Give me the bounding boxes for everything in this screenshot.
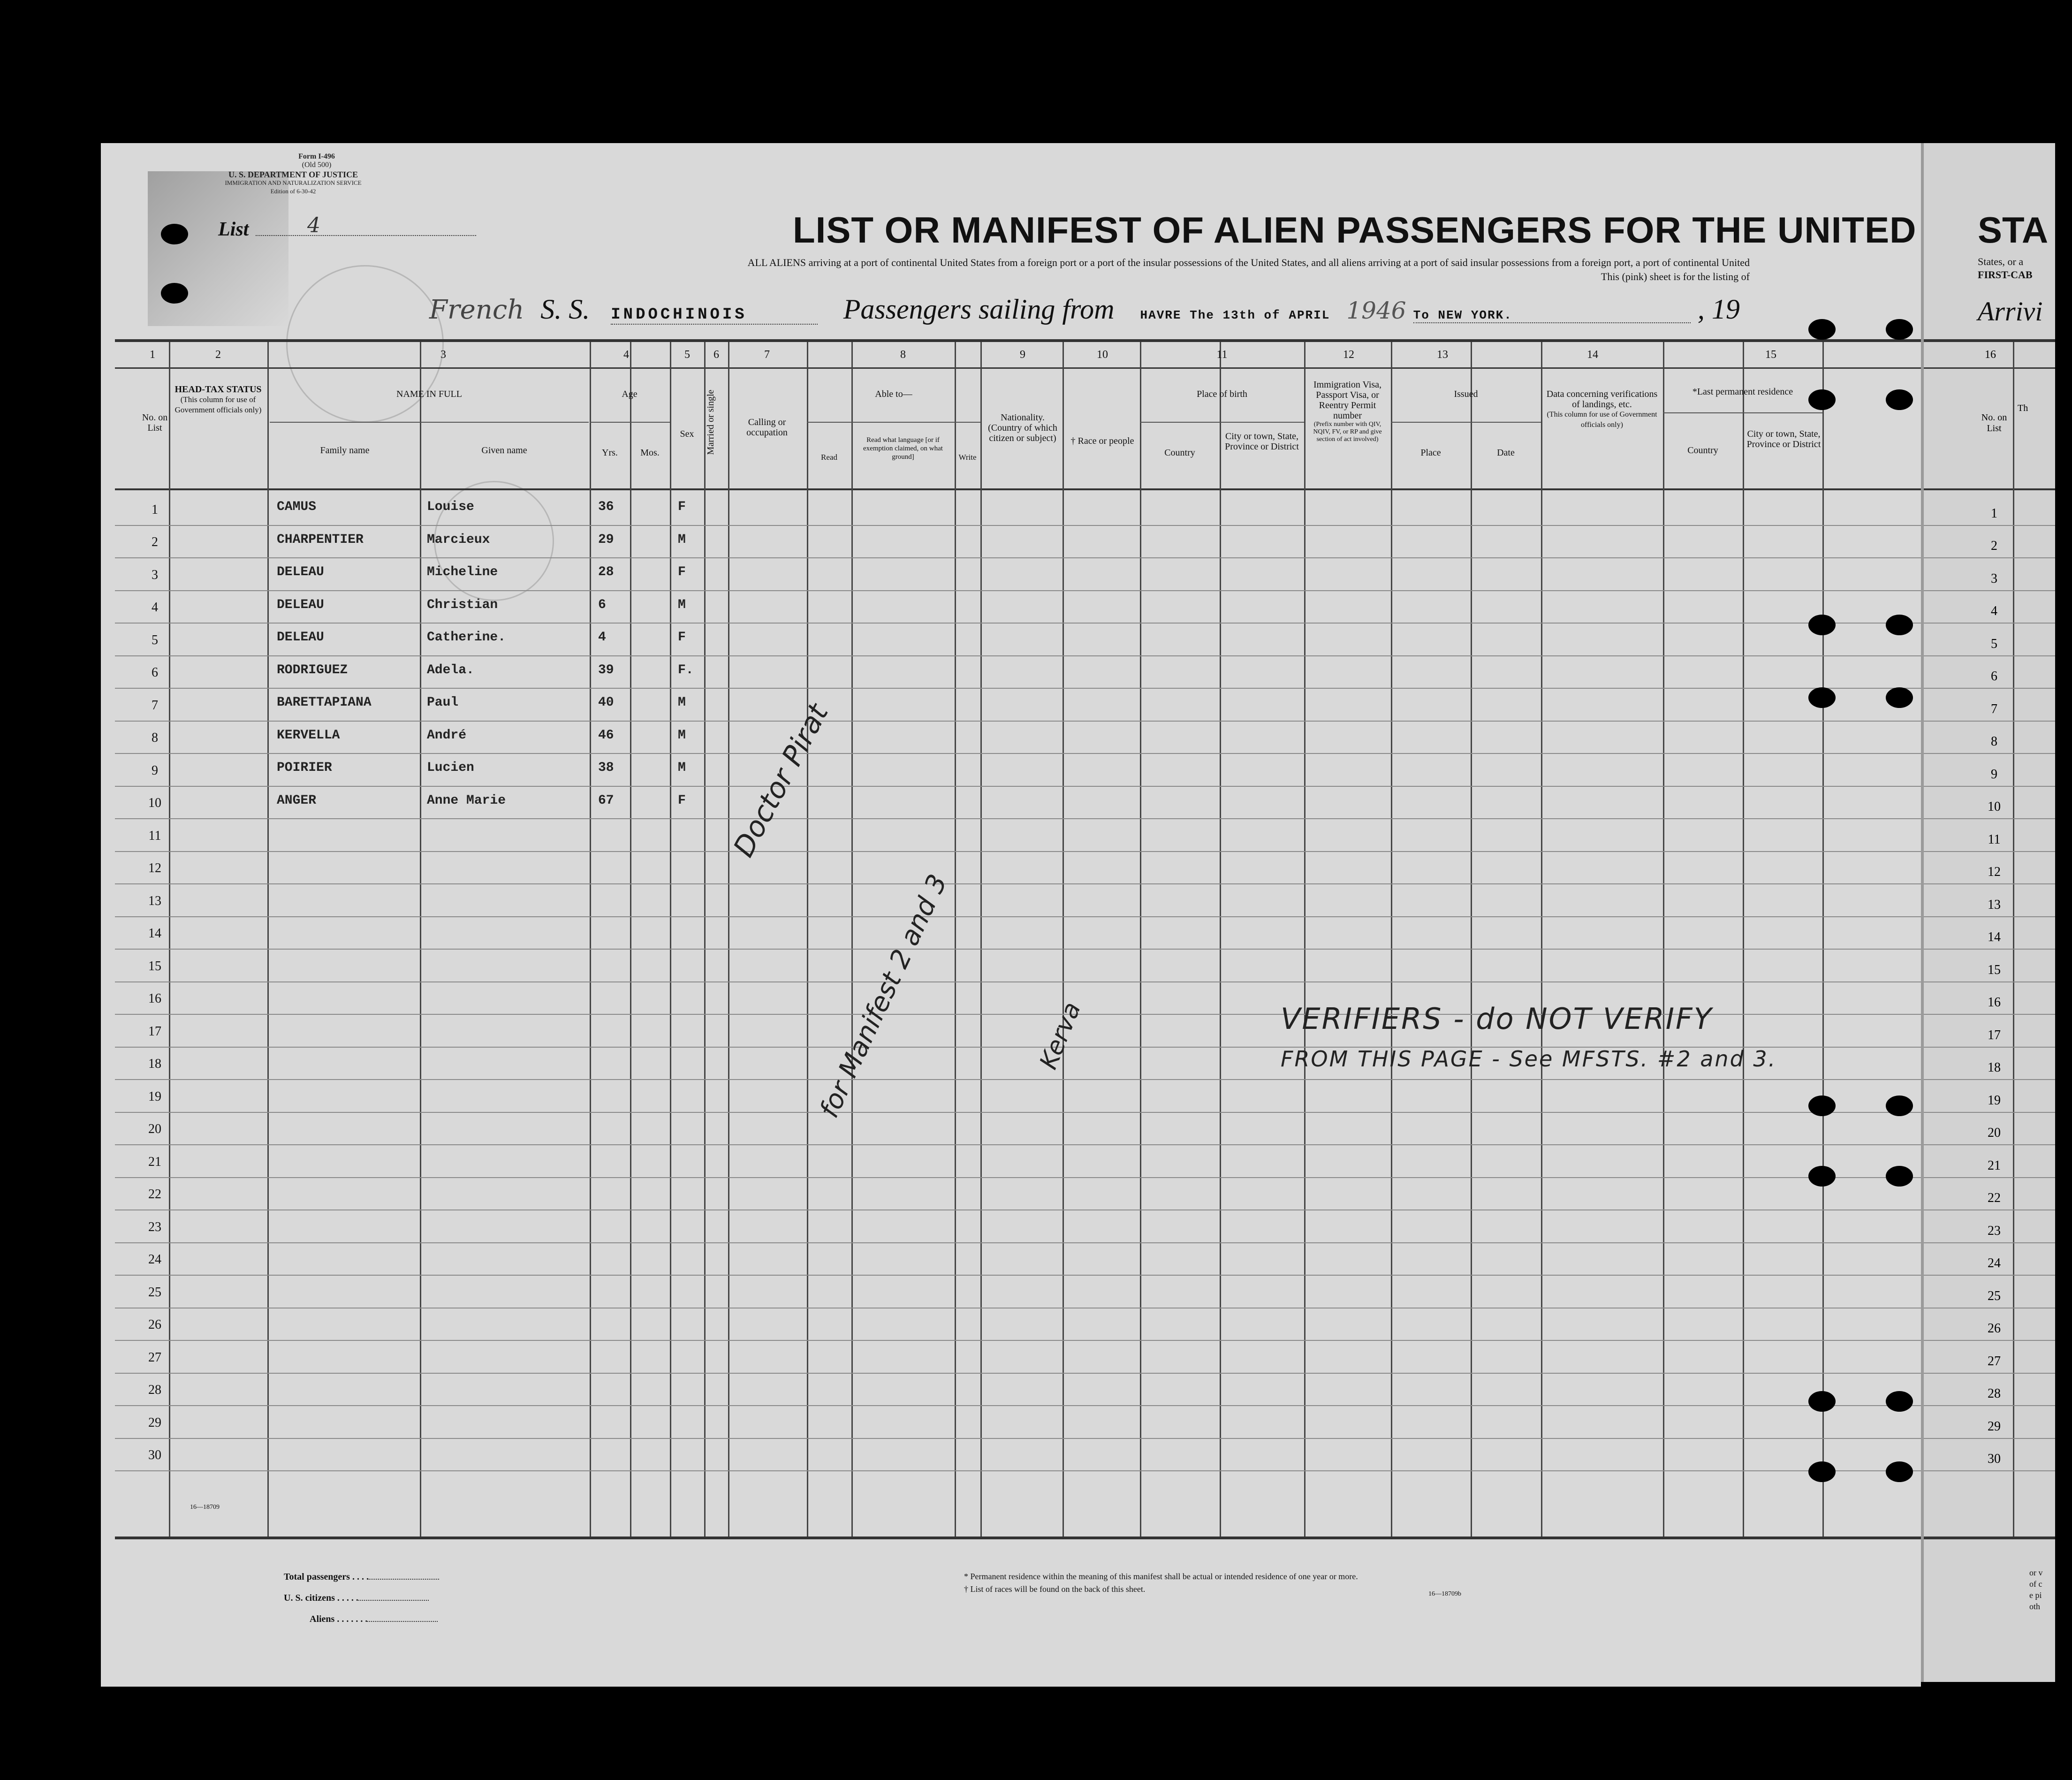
row-line bbox=[115, 1112, 1921, 1113]
row-number: 30 bbox=[148, 1448, 161, 1462]
sailing-year: 1946 bbox=[1346, 297, 1406, 324]
passenger-sex: M bbox=[678, 695, 686, 710]
col-num-6: 6 bbox=[713, 349, 719, 361]
hdr-calling: Calling or occupation bbox=[746, 417, 788, 438]
row-line bbox=[115, 1079, 1921, 1080]
row-line bbox=[1924, 981, 2055, 982]
col-num-14: 14 bbox=[1587, 349, 1598, 361]
page-title: LIST OR MANIFEST OF ALIEN PASSENGERS FOR THE UNITED bbox=[793, 209, 1917, 251]
us-citizens: U. S. citizens . . . . . bbox=[284, 1593, 429, 1604]
row-line bbox=[115, 557, 1921, 558]
department-header: U. S. DEPARTMENT OF JUSTICE IMMIGRATION AND NATURALIZATION SERVICE Edition of 6-30-42 bbox=[225, 170, 362, 195]
passenger-given-name: Christian bbox=[427, 597, 498, 612]
row-line bbox=[115, 590, 1921, 591]
row-number: 1 bbox=[152, 502, 158, 517]
row-line bbox=[115, 1242, 1921, 1243]
row-number: 16 bbox=[1988, 995, 2001, 1010]
passenger-sex: F bbox=[678, 565, 686, 579]
vessel-flag: French bbox=[429, 295, 524, 325]
row-number: 7 bbox=[152, 698, 158, 713]
row-number: 25 bbox=[1988, 1288, 2001, 1303]
row-number: 11 bbox=[1988, 832, 2001, 847]
year-label: , 19 bbox=[1697, 294, 1740, 325]
row-line bbox=[115, 1470, 1921, 1471]
next-page-title: STA bbox=[1978, 209, 2049, 251]
row-number: 30 bbox=[1988, 1452, 2001, 1466]
row-number: 27 bbox=[148, 1350, 161, 1365]
page-subtitle: ALL ALIENS arriving at a port of continental United States from a foreign port or a port of the insular possessions of the United States, and all aliens arriving at a port of said insular possessions from a foreign port, a port of continental United This (pink) sheet is for the listing of bbox=[747, 257, 1750, 282]
hdr-mos: Mos. bbox=[640, 448, 660, 458]
row-line bbox=[1924, 1242, 2055, 1243]
next-page-table bbox=[1924, 339, 2055, 1539]
hdr-visa: Immigration Visa, Passport Visa, or Reentry Permit number (Prefix number with QIV, NQIV, FV, or RP and give section of act involved) bbox=[1313, 380, 1382, 443]
ss-label: S. S. bbox=[540, 294, 590, 325]
aliens-count: Aliens . . . . . . . bbox=[310, 1614, 438, 1625]
hdr-residence-country: Country bbox=[1687, 445, 1718, 456]
passenger-age: 46 bbox=[598, 728, 614, 743]
row-line bbox=[1924, 623, 2055, 624]
hdr-read-language: Read what language [or if exemption claimed, on what ground] bbox=[863, 436, 943, 461]
punch-hole bbox=[1886, 1391, 1913, 1412]
row-number: 20 bbox=[148, 1122, 161, 1136]
passenger-family-name: CAMUS bbox=[277, 500, 317, 514]
punch-hole bbox=[1808, 687, 1836, 708]
row-line bbox=[1924, 1340, 2055, 1341]
row-number: 17 bbox=[1988, 1027, 2001, 1042]
passenger-given-name: Adela. bbox=[427, 662, 474, 677]
row-number: 2 bbox=[1991, 539, 1997, 553]
hdr-married: Married or single bbox=[706, 389, 716, 455]
row-line bbox=[115, 623, 1921, 624]
next-page-col-num: 16 bbox=[1985, 349, 1996, 361]
row-number: 18 bbox=[148, 1057, 161, 1071]
punch-hole bbox=[1886, 1461, 1913, 1482]
passenger-given-name: Anne Marie bbox=[427, 793, 506, 808]
row-number: 13 bbox=[148, 893, 161, 908]
row-number: 23 bbox=[1988, 1223, 2001, 1238]
handwritten-signature: Kerva bbox=[1034, 998, 1087, 1073]
row-number: 8 bbox=[152, 730, 158, 745]
row-number: 21 bbox=[148, 1154, 161, 1169]
passenger-sex: M bbox=[678, 597, 686, 612]
passenger-family-name: RODRIGUEZ bbox=[277, 662, 348, 677]
hdr-place-of-birth: Place of birth bbox=[1197, 389, 1247, 399]
sailing-label: Passengers sailing from bbox=[843, 294, 1115, 325]
punch-hole bbox=[1808, 319, 1836, 340]
passenger-sex: F bbox=[678, 793, 686, 808]
row-line bbox=[1924, 786, 2055, 787]
row-number: 14 bbox=[148, 926, 161, 941]
row-line bbox=[115, 1438, 1921, 1439]
hdr-yrs: Yrs. bbox=[602, 448, 618, 458]
row-number: 18 bbox=[1988, 1060, 2001, 1075]
row-number: 26 bbox=[148, 1317, 161, 1332]
row-number: 20 bbox=[1988, 1126, 2001, 1140]
manifest-sheet bbox=[101, 143, 1921, 1687]
row-line bbox=[1924, 1405, 2055, 1406]
verifiers-note-line1: VERIFIERS - do NOT VERIFY bbox=[1281, 1002, 1713, 1036]
passenger-sex: M bbox=[678, 761, 686, 775]
row-number: 8 bbox=[1991, 734, 1997, 749]
next-page-sub2: FIRST-CAB bbox=[1978, 269, 2033, 281]
passenger-sex: F bbox=[678, 500, 686, 514]
passenger-family-name: BARETTAPIANA bbox=[277, 695, 372, 710]
row-number: 24 bbox=[1988, 1256, 2001, 1270]
passenger-age: 6 bbox=[598, 597, 606, 612]
row-number: 21 bbox=[1988, 1158, 2001, 1173]
passenger-sex: F. bbox=[678, 662, 694, 677]
passenger-age: 40 bbox=[598, 695, 614, 710]
col-num-9: 9 bbox=[1020, 349, 1025, 361]
row-line bbox=[1924, 557, 2055, 558]
passenger-sex: M bbox=[678, 532, 686, 547]
col-num-2: 2 bbox=[215, 349, 221, 361]
form-code-bottom: 16—18709 bbox=[190, 1504, 220, 1511]
row-line bbox=[115, 851, 1921, 852]
next-page-fragment bbox=[1921, 143, 2055, 1682]
hdr-birth-city: City or town, State, Province or District bbox=[1225, 431, 1299, 452]
col-num-10: 10 bbox=[1097, 349, 1108, 361]
row-line bbox=[1924, 655, 2055, 656]
row-line bbox=[1924, 883, 2055, 884]
hdr-race: † Race or people bbox=[1070, 436, 1134, 446]
row-line bbox=[1924, 1373, 2055, 1374]
row-number: 10 bbox=[1988, 799, 2001, 814]
handwritten-manifest-note: for Manifest 2 and 3 bbox=[814, 870, 954, 1123]
row-line bbox=[1924, 688, 2055, 689]
hdr-issued-date: Date bbox=[1497, 448, 1515, 458]
row-number: 24 bbox=[148, 1252, 161, 1267]
col-num-4: 4 bbox=[623, 349, 629, 361]
row-number: 4 bbox=[152, 600, 158, 615]
row-number: 22 bbox=[1988, 1191, 2001, 1205]
passenger-given-name: Marcieux bbox=[427, 532, 490, 547]
punch-hole bbox=[1886, 389, 1913, 410]
punch-hole bbox=[161, 283, 188, 304]
row-line bbox=[1924, 1275, 2055, 1276]
verifiers-note-line2: FROM THIS PAGE - See MFSTS. #2 and 3. bbox=[1281, 1046, 1777, 1072]
row-line bbox=[1924, 1047, 2055, 1048]
row-line bbox=[115, 981, 1921, 982]
row-line bbox=[115, 1144, 1921, 1145]
row-number: 1 bbox=[1991, 506, 1997, 521]
row-number: 2 bbox=[152, 535, 158, 549]
row-number: 12 bbox=[148, 861, 161, 875]
punch-hole bbox=[1808, 1461, 1836, 1482]
footnote-residence: * Permanent residence within the meaning of this manifest shall be actual or intended residence of one year or more. bbox=[964, 1572, 1358, 1581]
row-line bbox=[115, 1373, 1921, 1374]
col-num-12: 12 bbox=[1343, 349, 1354, 361]
punch-hole bbox=[1886, 1166, 1913, 1187]
passenger-family-name: ANGER bbox=[277, 793, 317, 808]
row-number: 15 bbox=[1988, 962, 2001, 977]
row-line bbox=[1924, 851, 2055, 852]
row-line bbox=[1924, 1014, 2055, 1015]
passenger-given-name: Paul bbox=[427, 695, 459, 710]
row-number: 11 bbox=[148, 828, 161, 843]
total-passengers: Total passengers . . . . bbox=[284, 1572, 439, 1582]
hdr-birth-country: Country bbox=[1164, 448, 1195, 458]
vessel-line bbox=[429, 293, 1740, 326]
punch-hole bbox=[1886, 687, 1913, 708]
next-page-col-th: Th bbox=[2018, 403, 2028, 413]
row-number: 6 bbox=[1991, 669, 1997, 684]
hdr-residence-city: City or town, State, Province or District bbox=[1746, 429, 1821, 449]
row-number: 29 bbox=[1988, 1419, 2001, 1434]
row-line bbox=[1924, 1079, 2055, 1080]
row-line bbox=[1924, 949, 2055, 950]
form-number: Form I-496 (Old 500) bbox=[298, 152, 335, 169]
form-code-footer: 16—18709b bbox=[1428, 1590, 1461, 1597]
passenger-family-name: KERVELLA bbox=[277, 728, 340, 743]
row-line bbox=[1924, 916, 2055, 917]
punch-hole bbox=[1808, 1166, 1836, 1187]
row-number: 28 bbox=[148, 1383, 161, 1397]
row-number: 9 bbox=[152, 763, 158, 778]
hdr-age: Age bbox=[622, 389, 638, 399]
row-line bbox=[1924, 1209, 2055, 1210]
list-underline bbox=[256, 235, 476, 236]
row-line bbox=[115, 1177, 1921, 1178]
passenger-given-name: Louise bbox=[427, 500, 474, 514]
passenger-given-name: André bbox=[427, 728, 467, 743]
passenger-family-name: DELEAU bbox=[277, 565, 324, 579]
passenger-family-name: CHARPENTIER bbox=[277, 532, 364, 547]
row-line bbox=[115, 525, 1921, 526]
footnote-races: † List of races will be found on the back of this sheet. bbox=[964, 1584, 1146, 1594]
next-page-footer: or v of c e pi oth bbox=[2029, 1568, 2043, 1611]
punch-hole bbox=[1808, 1095, 1836, 1116]
punch-hole bbox=[1808, 389, 1836, 410]
row-number: 3 bbox=[1991, 571, 1997, 586]
row-number: 16 bbox=[148, 991, 161, 1006]
row-line bbox=[115, 883, 1921, 884]
hdr-family-name: Family name bbox=[320, 445, 370, 456]
punch-hole bbox=[1886, 1095, 1913, 1116]
row-number: 5 bbox=[1991, 636, 1997, 651]
row-line bbox=[1924, 1112, 2055, 1113]
passenger-family-name: DELEAU bbox=[277, 597, 324, 612]
sailing-to: To NEW YORK. bbox=[1413, 308, 1691, 323]
passenger-given-name: Micheline bbox=[427, 565, 498, 579]
row-line bbox=[115, 949, 1921, 950]
row-number: 12 bbox=[1988, 865, 2001, 879]
col-num-11: 11 bbox=[1216, 349, 1228, 361]
passenger-age: 28 bbox=[598, 565, 614, 579]
row-number: 9 bbox=[1991, 767, 1997, 782]
row-line bbox=[115, 1405, 1921, 1406]
col-num-7: 7 bbox=[764, 349, 770, 361]
row-line bbox=[1924, 753, 2055, 754]
row-number: 22 bbox=[148, 1187, 161, 1202]
punch-hole bbox=[1886, 319, 1913, 340]
list-number: 4 bbox=[307, 213, 320, 237]
hdr-last-residence: *Last permanent residence bbox=[1692, 387, 1793, 397]
handwritten-doctor-note: Doctor Pirat bbox=[727, 699, 835, 862]
row-line bbox=[115, 753, 1921, 754]
punch-hole bbox=[1886, 615, 1913, 635]
hdr-head-tax: HEAD-TAX STATUS (This column for use of Government officials only) bbox=[175, 384, 262, 414]
row-line bbox=[115, 1275, 1921, 1276]
row-line bbox=[1924, 721, 2055, 722]
row-number: 6 bbox=[152, 665, 158, 680]
passenger-age: 39 bbox=[598, 662, 614, 677]
row-number: 27 bbox=[1988, 1354, 2001, 1369]
passenger-age: 38 bbox=[598, 761, 614, 775]
row-line bbox=[115, 1209, 1921, 1210]
col-num-1: 1 bbox=[150, 349, 155, 361]
row-line bbox=[1924, 818, 2055, 819]
passenger-sex: M bbox=[678, 728, 686, 743]
sailing-from: HAVRE The 13th of APRIL bbox=[1140, 308, 1330, 322]
hdr-nationality: Nationality. (Country of which citizen or subject) bbox=[988, 412, 1057, 443]
row-number: 7 bbox=[1991, 701, 1997, 716]
hdr-issued-place: Place bbox=[1420, 448, 1441, 458]
passenger-family-name: DELEAU bbox=[277, 630, 324, 645]
row-number: 13 bbox=[1988, 897, 2001, 912]
hdr-able-to: Able to— bbox=[875, 389, 912, 399]
row-line bbox=[1924, 1438, 2055, 1439]
hdr-given-name: Given name bbox=[481, 445, 527, 456]
manifest-table bbox=[115, 339, 1921, 1539]
row-line bbox=[115, 655, 1921, 656]
list-label: List bbox=[218, 219, 249, 240]
next-page-sub1: States, or a bbox=[1978, 256, 2024, 267]
row-number: 4 bbox=[1991, 604, 1997, 618]
col-num-5: 5 bbox=[684, 349, 690, 361]
hdr-write: Write bbox=[958, 453, 977, 462]
row-line bbox=[115, 688, 1921, 689]
hdr-verifications: Data concerning verifications of landings, etc. (This column for use of Government officials only) bbox=[1546, 389, 1658, 429]
row-number: 29 bbox=[148, 1415, 161, 1430]
passenger-age: 67 bbox=[598, 793, 614, 808]
hdr-read: Read bbox=[821, 453, 837, 462]
row-number: 15 bbox=[148, 958, 161, 974]
row-line bbox=[115, 721, 1921, 722]
passenger-age: 36 bbox=[598, 500, 614, 514]
row-number: 19 bbox=[1988, 1093, 2001, 1108]
row-number: 3 bbox=[152, 567, 158, 582]
hdr-issued: Issued bbox=[1454, 389, 1478, 399]
col-num-8: 8 bbox=[900, 349, 906, 361]
punch-hole bbox=[161, 224, 188, 244]
row-line bbox=[1924, 590, 2055, 591]
vessel-name: INDOCHINOIS bbox=[611, 306, 817, 325]
row-number: 17 bbox=[148, 1024, 161, 1039]
row-number: 10 bbox=[148, 796, 161, 810]
row-line bbox=[1924, 1177, 2055, 1178]
row-line bbox=[115, 818, 1921, 819]
hdr-name-in-full: NAME IN FULL bbox=[396, 389, 462, 399]
passenger-given-name: Catherine. bbox=[427, 630, 506, 645]
row-number: 28 bbox=[1988, 1386, 2001, 1401]
hdr-sex: Sex bbox=[680, 429, 694, 439]
row-line bbox=[1924, 1470, 2055, 1471]
row-number: 23 bbox=[148, 1219, 161, 1234]
row-number: 26 bbox=[1988, 1321, 2001, 1336]
passenger-age: 29 bbox=[598, 532, 614, 547]
row-line bbox=[1924, 1144, 2055, 1145]
punch-hole bbox=[1808, 615, 1836, 635]
row-line bbox=[115, 916, 1921, 917]
passenger-age: 4 bbox=[598, 630, 606, 645]
passenger-given-name: Lucien bbox=[427, 761, 474, 775]
col-num-3: 3 bbox=[440, 349, 446, 361]
row-line bbox=[115, 1340, 1921, 1341]
row-line bbox=[1924, 525, 2055, 526]
row-number: 5 bbox=[152, 632, 158, 647]
punch-hole bbox=[1808, 1391, 1836, 1412]
next-page-arriving: Arrivi bbox=[1978, 296, 2043, 327]
passenger-family-name: POIRIER bbox=[277, 761, 332, 775]
passenger-sex: F bbox=[678, 630, 686, 645]
hdr-no-on-list: No. on List bbox=[142, 412, 168, 433]
col-num-15: 15 bbox=[1765, 349, 1776, 361]
row-number: 25 bbox=[148, 1285, 161, 1300]
col-num-13: 13 bbox=[1437, 349, 1448, 361]
row-number: 14 bbox=[1988, 930, 2001, 944]
next-page-col-head: No. on List bbox=[1981, 412, 2007, 434]
row-number: 19 bbox=[148, 1089, 161, 1104]
row-line bbox=[115, 786, 1921, 787]
